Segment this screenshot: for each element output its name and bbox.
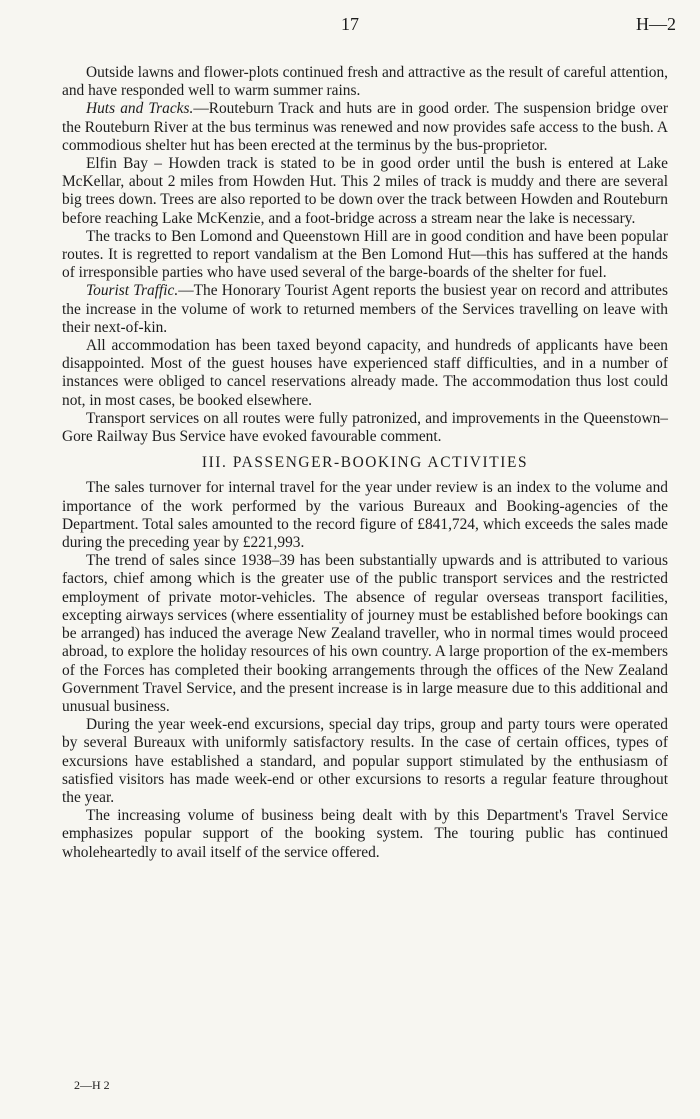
huts-and-tracks-text: —Routeburn Track and huts are in good order. The suspension bridge over the Routeburn River at the bus terminus was renewed and now provides safe access to the bush. A commodious shelter hut has been erected at the terminus by the bus-proprietor. [62, 100, 668, 154]
paragraph-ben-lomond: The tracks to Ben Lomond and Queenstown Hill are in good condition and have been popular routes. It is regretted to report vandalism at the Ben Lomond Hut—this has suffered at the hands of irresponsible parties who have used several of the barge-boards of the shelter for fuel. [62, 227, 668, 282]
paragraph-sales-turnover: The sales turnover for internal travel for the year under review is an index to the volume and importance of the work performed by the various Bureaux and Booking-agencies of the Department. Total sales amounted to the record figure of £841,724, which exceeds the sales made during the preceding year by £221,993. [62, 479, 668, 552]
page-body [62, 64, 668, 862]
document-reference: H—2 [636, 14, 676, 34]
tourist-traffic-text: —The Honorary Tourist Agent reports the busiest year on record and attributes the increase in the volume of work to returned members of the Services travelling on leave with their next-of-kin. [62, 282, 668, 336]
paragraph-accommodation: All accommodation has been taxed beyond capacity, and hundreds of applicants have been disappointed. Most of the guest houses have experienced staff difficulties, and in a number of instances were obliged to cancel reservations already made. The accommodation thus lost could not, in most cases, be booked elsewhere. [62, 337, 668, 409]
page-number: 17 [341, 14, 359, 34]
paragraph-elfin-bay: Elfin Bay – Howden track is stated to be in good order until the bush is entered at Lake McKellar, about 2 miles from Howden Hut. This 2 miles of track is muddy and there are several big trees down. Trees are also reported to be down over the track between Howden and Routeburn before reaching Lake McKenzie, and a foot-bridge across a stream near the lake is necessary. [62, 155, 668, 227]
huts-and-tracks-lead: Huts and Tracks. [86, 100, 194, 118]
paragraph-transport: Transport services on all routes were fully patronized, and improvements in the Queenstown–Gore Railway Bus Service have evoked favourable comment. [62, 409, 668, 446]
paragraph-lawns: Outside lawns and flower-plots continued fresh and attractive as the result of careful attention, and have responded well to warm summer rains. [62, 64, 668, 100]
paragraph-tourist-traffic [62, 282, 668, 337]
page-signature: 2—H 2 [74, 1078, 110, 1092]
paragraph-sales-trend: The trend of sales since 1938–39 has been substantially upwards and is attributed to various factors, chief among which is the greater use of the public transport services and the restricted employment of private motor-vehicles. The absence of regular overseas transport facilities, excepting airways services (where essentiality of journey must be established before bookings can be arranged) has induced the average New Zealand traveller, who in normal times would proceed abroad, to explore the holiday resources of his own country. A large proportion of the ex-members of the Forces has completed their booking arrangements through the offices of the New Zealand Government Travel Service, and the present increase is in large measure due to this additional and unusual business. [62, 552, 668, 715]
paragraph-huts-and-tracks [62, 100, 668, 155]
page-header [0, 6, 700, 36]
paragraph-business-volume: The increasing volume of business being dealt with by this Department's Travel Service emphasizes popular support of the booking system. The touring public has continued wholeheartedly to avail itself of the service offered. [62, 807, 668, 861]
tourist-traffic-lead: Tourist Traffic. [86, 282, 179, 300]
paragraph-weekend-excursions: During the year week-end excursions, special day trips, group and party tours were operated by several Bureaux with uniformly satisfactory results. In the case of certain offices, types of excursions have established a standard, and popular support stimulated by the enthusiasm of satisfied visitors has made week-end or other excursions to resorts a regular feature throughout the year. [62, 716, 668, 806]
section-heading-passenger-booking: III. PASSENGER-BOOKING ACTIVITIES [201, 454, 529, 472]
